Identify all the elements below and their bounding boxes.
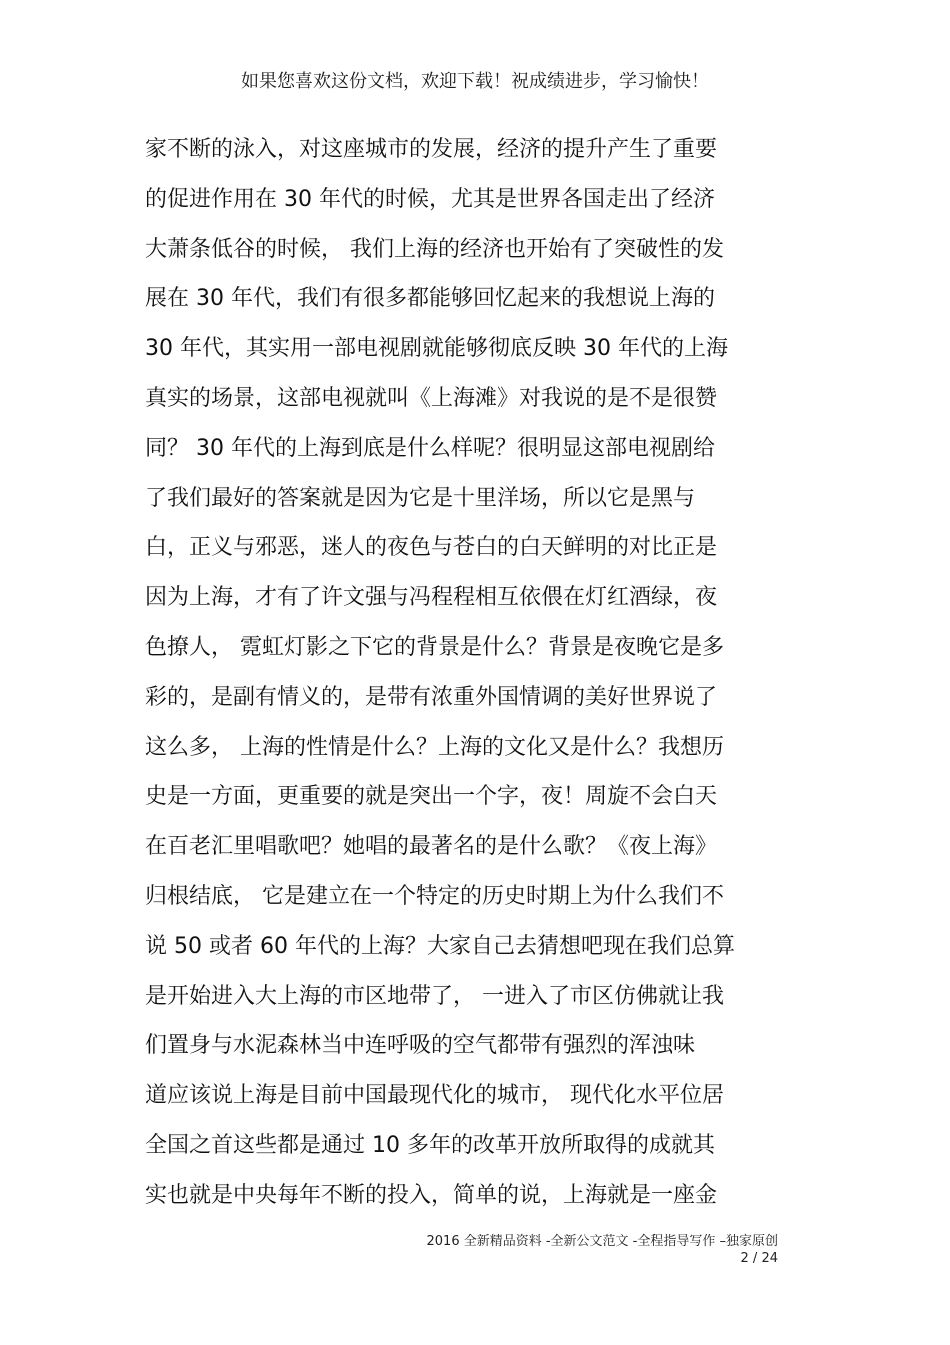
text-line: 们置身与水泥森林当中连呼吸的空气都带有强烈的浑浊味 [145, 1033, 696, 1059]
text-line: 是开始进入大上海的市区地带了， 一进入了市区仿佛就让我 [145, 983, 724, 1009]
text-line: 彩的，是副有情义的，是带有浓重外国情调的美好世界说了 [145, 684, 718, 710]
text-line: 展在 30 年代，我们有很多都能够回忆起来的我想说上海的 [145, 286, 715, 312]
text-line: 实也就是中央每年不断的投入，简单的说，上海就是一座金 [145, 1182, 718, 1208]
text-line: 家不断的泳入，对这座城市的发展，经济的提升产生了重要 [145, 137, 718, 162]
text-line: 在百老汇里唱歌吧？她唱的最著名的是什么歌？《夜上海》 [145, 834, 718, 860]
text-line: 因为上海，才有了许文强与冯程程相互依偎在灯红酒绿，夜 [145, 585, 718, 611]
text-line: 史是一方面，更重要的就是突出一个字，夜！周旋不会白天 [145, 784, 718, 810]
text-line: 同？ 30 年代的上海到底是什么样呢？很明显这部电视剧给 [145, 435, 715, 461]
text-line: 全国之首这些都是通过 10 多年的改革开放所取得的成就其 [145, 1132, 715, 1158]
text-line: 真实的场景，这部电视就叫《上海滩》对我说的是不是很赞 [145, 385, 718, 411]
text-line: 道应该说上海是目前中国最现代化的城市， 现代化水平位居 [145, 1083, 724, 1109]
text-line: 白，正义与邪恶，迷人的夜色与苍白的白天鲜明的对比正是 [145, 535, 718, 561]
text-line: 说 50 或者 60 年代的上海？大家自己去猜想吧现在我们总算 [145, 933, 735, 959]
text-line: 了我们最好的答案就是因为它是十里洋场，所以它是黑与 [145, 485, 696, 511]
text-line: 这么多， 上海的性情是什么？上海的文化又是什么？我想历 [145, 734, 724, 760]
footer-text: 2016 全新精品资料 -全新公文范文 -全程指导写作 –独家原创 [426, 1234, 778, 1249]
page-header: 如果您喜欢这份文档，欢迎下载！祝成绩进步，学习愉快！ [241, 71, 709, 92]
page-footer [427, 1233, 779, 1267]
text-line: 30 年代，其实用一部电视剧就能够彻底反映 30 年代的上海 [145, 336, 728, 362]
page-number: 2 / 24 [740, 1251, 778, 1266]
text-line: 归根结底， 它是建立在一个特定的历史时期上为什么我们不 [145, 883, 724, 909]
text-line: 大萧条低谷的时候， 我们上海的经济也开始有了突破性的发 [145, 236, 724, 262]
body-text [145, 130, 825, 1226]
text-line: 的促进作用在 30 年代的时候，尤其是世界各国走出了经济 [145, 186, 715, 212]
text-line: 色撩人， 霓虹灯影之下它的背景是什么？背景是夜晚它是多 [145, 634, 724, 660]
